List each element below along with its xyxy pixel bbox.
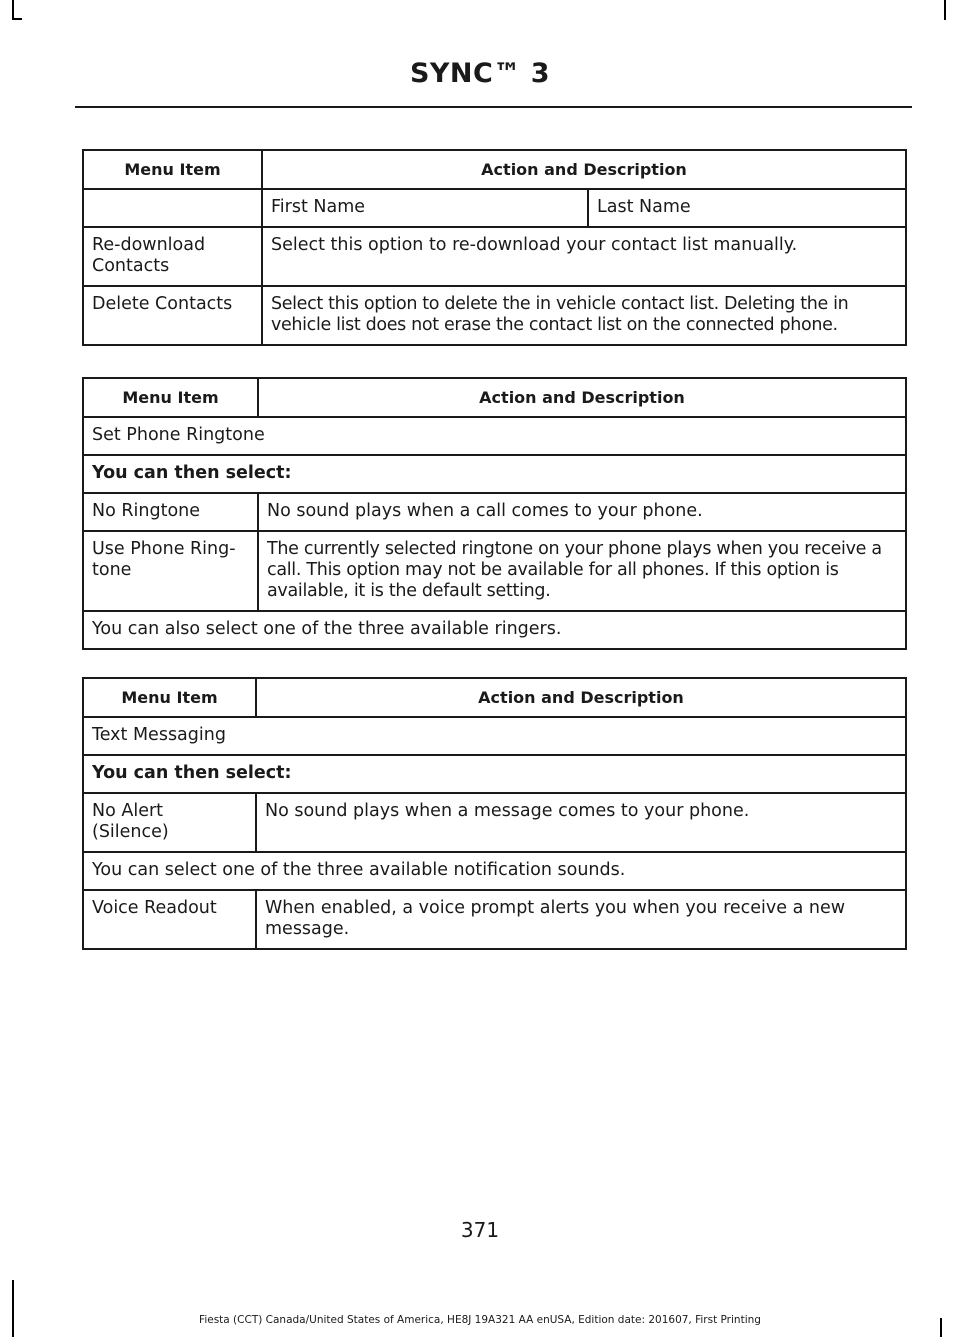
column-header-menu-item: Menu Item <box>83 378 258 417</box>
footer-text: Fiesta (CCT) Canada/United States of America, HE8J 19A321 AA enUSA, Edition date: 201607, First Printing <box>199 1314 761 1326</box>
crop-mark <box>12 1280 14 1337</box>
menu-item-cell: No Alert (Silence) <box>83 793 256 852</box>
table-header-row <box>83 378 906 417</box>
table-row <box>83 755 906 793</box>
column-header-action: Action and Description <box>256 678 906 717</box>
empty-cell <box>83 189 262 227</box>
table-row <box>83 793 906 852</box>
description-cell: No sound plays when a call comes to your phone. <box>258 493 906 531</box>
description-cell: Select this option to re-download your contact list manually. <box>262 227 906 286</box>
menu-item-cell: Use Phone Ring- tone <box>83 531 258 611</box>
menu-item-cell: Re-download Contacts <box>83 227 262 286</box>
table-row <box>83 890 906 949</box>
description-cell: Select this option to delete the in vehicle contact list. Deleting the in vehicle list does not erase the contact list on the connected phone. <box>262 286 906 345</box>
column-header-action: Action and Description <box>258 378 906 417</box>
crop-mark <box>12 18 22 20</box>
table-row <box>83 852 906 890</box>
column-header-action: Action and Description <box>262 150 906 189</box>
note-cell: You can also select one of the three available ringers. <box>83 611 906 649</box>
table-row <box>83 189 906 227</box>
page-title: SYNC™ 3 <box>409 58 551 89</box>
table-row <box>83 417 906 455</box>
menu-item-cell: Delete Contacts <box>83 286 262 345</box>
crop-mark <box>944 0 946 20</box>
column-header-menu-item: Menu Item <box>83 150 262 189</box>
menu-item-cell: No Ringtone <box>83 493 258 531</box>
description-cell: No sound plays when a message comes to your phone. <box>256 793 906 852</box>
table-row <box>83 611 906 649</box>
table-header-row <box>83 678 906 717</box>
table-row <box>83 493 906 531</box>
section-title-cell: Set Phone Ringtone <box>83 417 906 455</box>
table-row <box>83 717 906 755</box>
table-row <box>83 531 906 611</box>
table-header-row <box>83 150 906 189</box>
table-row <box>83 286 906 345</box>
note-cell: You can select one of the three available notification sounds. <box>83 852 906 890</box>
text-messaging-table <box>82 677 907 950</box>
description-cell: When enabled, a voice prompt alerts you when you receive a new message. <box>256 890 906 949</box>
column-header-menu-item: Menu Item <box>83 678 256 717</box>
table-row <box>83 455 906 493</box>
page-number: 371 <box>460 1218 500 1242</box>
select-prompt-cell: You can then select: <box>83 755 906 793</box>
section-title-cell: Text Messaging <box>83 717 906 755</box>
ringtone-table <box>82 377 907 650</box>
last-name-cell: Last Name <box>588 189 906 227</box>
contacts-table <box>82 149 907 346</box>
menu-item-cell: Voice Readout <box>83 890 256 949</box>
first-name-cell: First Name <box>262 189 588 227</box>
select-prompt-cell: You can then select: <box>83 455 906 493</box>
crop-mark <box>12 0 14 20</box>
description-cell: The currently selected ringtone on your phone plays when you receive a call. This option may not be available for all phones. If this option is available, it is the default setting. <box>258 531 906 611</box>
table-row <box>83 227 906 286</box>
header-rule <box>75 106 912 108</box>
